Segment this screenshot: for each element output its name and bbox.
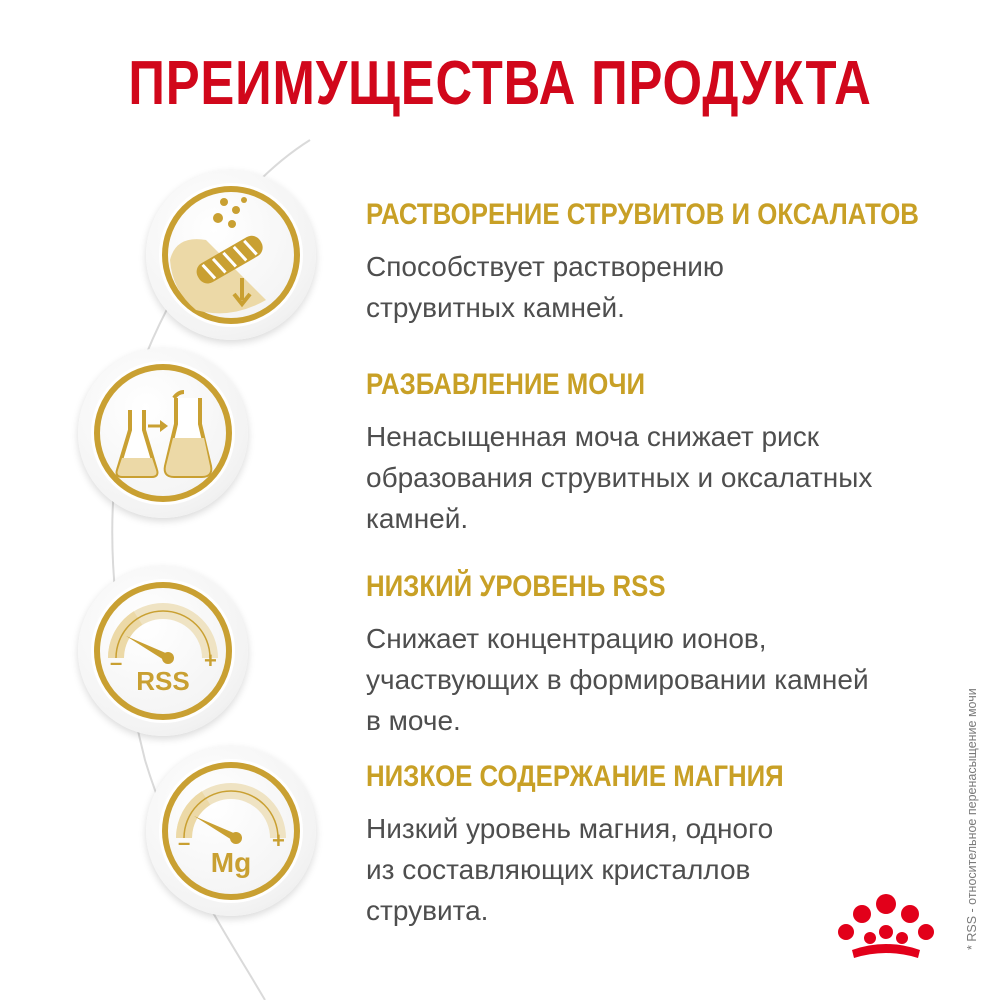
feature-heading: НИЗКИЙ УРОВЕНЬ RSS: [366, 570, 666, 603]
gauge-plus: +: [272, 828, 285, 853]
gauge-minus: –: [178, 830, 191, 855]
feature-low-rss: [366, 570, 946, 741]
page-title: ПРЕИМУЩЕСТВА ПРОДУКТА: [128, 49, 872, 118]
mg-gauge-icon: [146, 746, 316, 916]
feature-text: Снижает концентрацию ионов, участвующих в формировании камней в моче.: [366, 623, 869, 736]
feature-text: Ненасыщенная моча снижает риск образования струвитных и оксалатных камней.: [366, 421, 873, 534]
feature-struvite-dissolution: [366, 198, 946, 328]
royal-canin-crown-logo: [832, 888, 940, 964]
crystal-dissolve-icon: [146, 170, 316, 340]
feature-urine-dilution: [366, 368, 946, 539]
footnote: * RSS - относительное перенасыщение мочи: [965, 688, 979, 950]
gauge-label: RSS: [136, 666, 190, 696]
feature-text: Способствует растворению струвитных камней.: [366, 251, 724, 323]
gauge-label: Mg: [210, 847, 252, 878]
gauge-minus: –: [110, 650, 123, 675]
flask-dilution-icon: [78, 348, 248, 518]
feature-text: Низкий уровень магния, одного из составляющих кристаллов струвита.: [366, 813, 774, 926]
feature-heading: НИЗКОЕ СОДЕРЖАНИЕ МАГНИЯ: [366, 760, 784, 793]
gauge-plus: +: [204, 648, 217, 673]
rss-gauge-icon: [78, 566, 248, 736]
feature-heading: РАЗБАВЛЕНИЕ МОЧИ: [366, 368, 646, 401]
feature-heading: РАСТВОРЕНИЕ СТРУВИТОВ И ОКСАЛАТОВ: [366, 198, 919, 231]
